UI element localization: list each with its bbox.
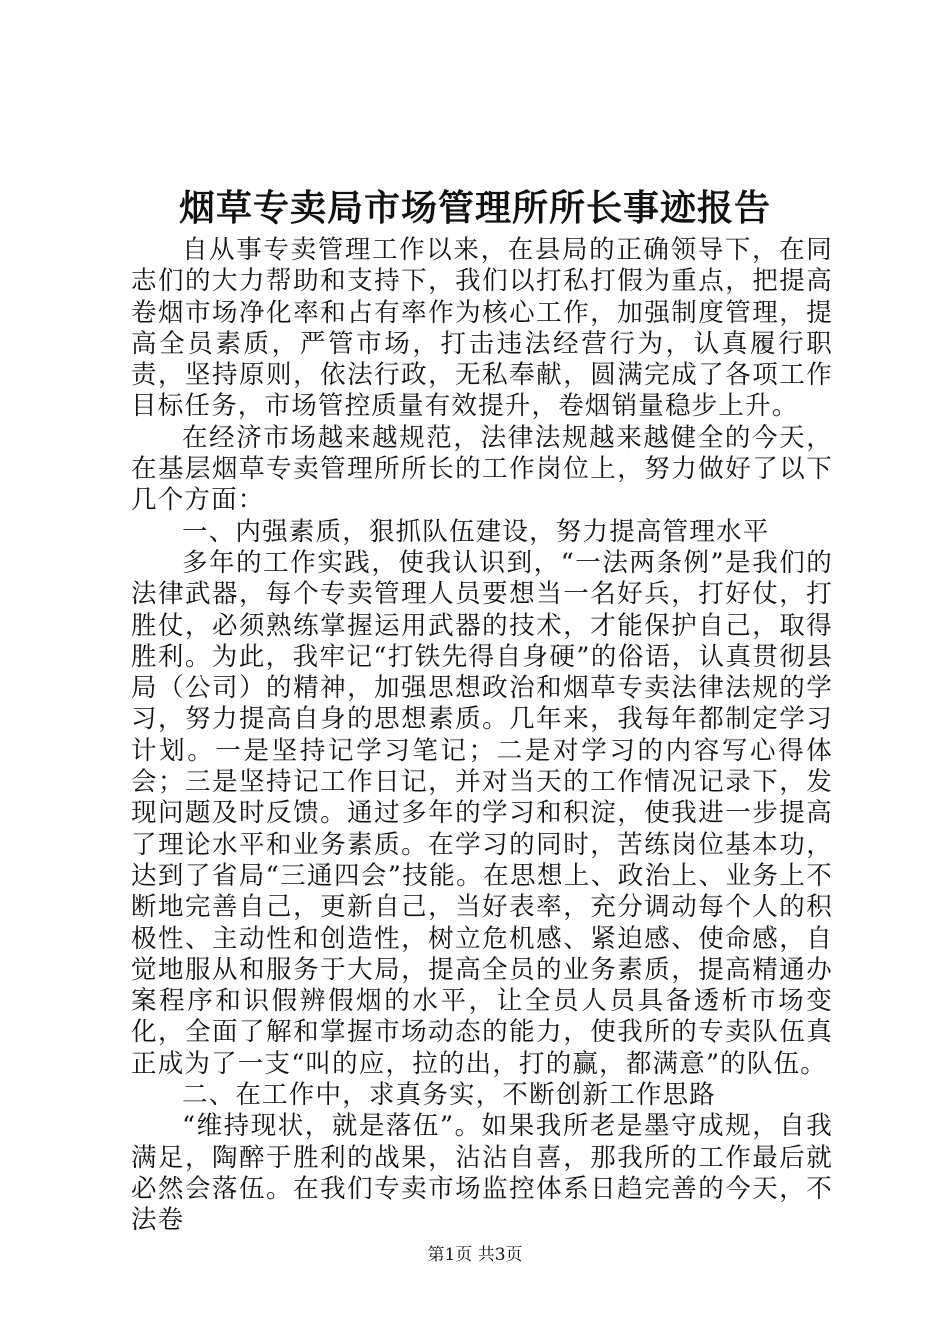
paragraph-section-1: 多年的工作实践，使我认识到，“一法两条例”是我们的法律武器，每个专卖管理人员要想当一名好兵，打好仗，打胜仗，必须熟练掌握运用武器的技术，才能保护自己，取得胜利。为此，我牢记“打铁先得自身硬”的俗语，认真贯彻县局（公司）的精神，加强思想政治和烟草专卖法律法规的学习，努力提高自身的思想素质。几年来，我每年都制定学习计划。一是坚持记学习笔记；二是对学习的内容写心得体会；三是坚持记工作日记，并对当天的工作情况记录下，发现问题及时反馈。通过多年的学习和积淀，使我进一步提高了理论水平和业务素质。在学习的同时，苦练岗位基本功，达到了省局“三通四会”技能。在思想上、政治上、业务上不断地完善自己，更新自己，当好表率，充分调动每个人的积极性、主动性和创造性，树立危机感、紧迫感、使命感，自觉地服从和服务于大局，提高全员的业务素质，提高精通办案程序和识假辨假烟的水平，让全员人员具备透析市场变化，全面了解和掌握市场动态的能力，使我所的专卖队伍真正成为了一支“叫的应，拉的出，打的赢，都满意”的队伍。 <box>131 547 833 1079</box>
paragraph-overview: 在经济市场越来越规范，法律法规越来越健全的今天，在基层烟草专卖管理所所长的工作岗位上，努力做好了以下几个方面： <box>131 422 833 516</box>
document-title: 烟草专卖局市场管理所所长事迹报告 <box>178 187 771 229</box>
paragraph-section-2: “维持现状，就是落伍”。如果我所老是墨守成规，自我满足，陶醉于胜利的战果，沾沾自喜，那我所的工作最后就必然会落伍。在我们专卖市场监控体系日趋完善的今天，不法卷 <box>131 1111 833 1236</box>
section-heading-1: 一、内强素质，狠抓队伍建设，努力提高管理水平 <box>182 516 770 547</box>
page-footer: 第1页 共3页 <box>427 1245 523 1265</box>
document-body <box>131 235 833 1237</box>
paragraph-intro: 自从事专卖管理工作以来，在县局的正确领导下，在同志们的大力帮助和支持下，我们以打私打假为重点，把提高卷烟市场净化率和占有率作为核心工作，加强制度管理，提高全员素质，严管市场，打击违法经营行为，认真履行职责，坚持原则，依法行政，无私奉献，圆满完成了各项工作目标任务，市场管控质量有效提升，卷烟销量稳步上升。 <box>131 235 833 422</box>
section-heading-2: 二、在工作中，求真务实，不断创新工作思路 <box>182 1080 717 1111</box>
